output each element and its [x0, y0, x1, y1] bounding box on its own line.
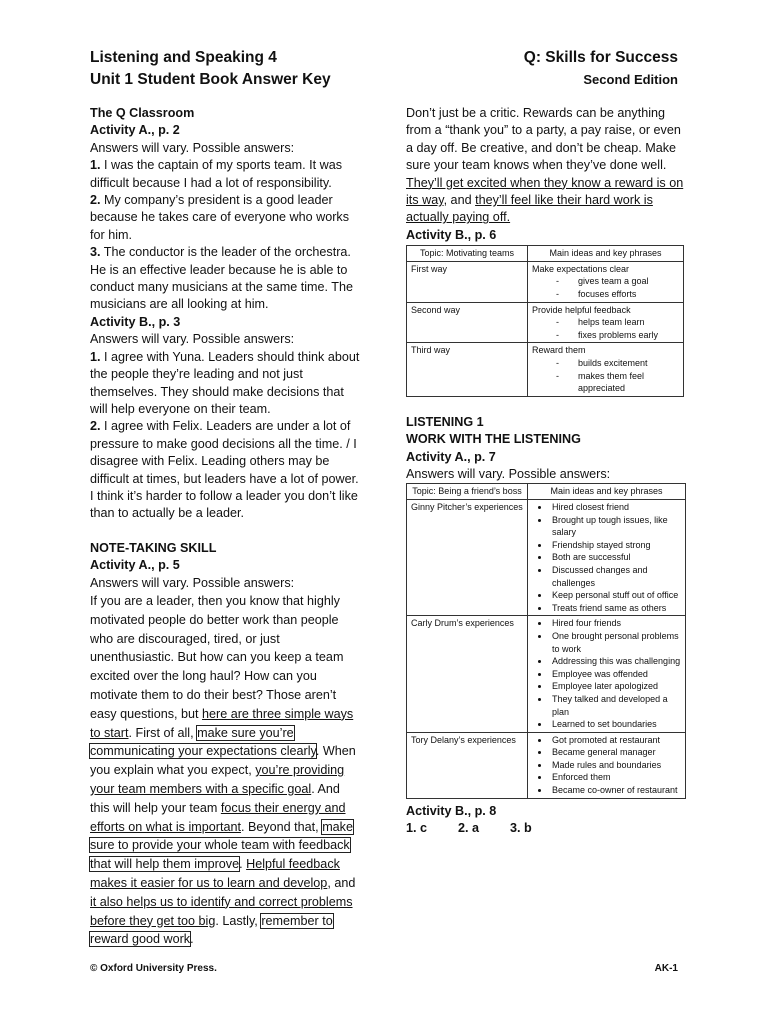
- table-row: [407, 302, 684, 343]
- activity-heading: Activity B., p. 3: [90, 314, 181, 329]
- answers-intro: Answers will vary. Possible answers:: [90, 575, 295, 590]
- key-phrase: - builds excitement: [556, 357, 679, 370]
- key-phrase: • Keep personal stuff out of office: [550, 589, 681, 602]
- key-phrase: • Friendship stayed strong: [550, 539, 681, 552]
- key-phrase: • Addressing this was challenging: [550, 655, 681, 668]
- key-phrase: - helps team learn: [556, 316, 679, 329]
- activity-heading: Activity A., p. 5: [90, 558, 180, 573]
- topic-cell: First way: [407, 261, 528, 302]
- answers-intro: Answers will vary. Possible answers:: [406, 467, 611, 481]
- boxed-phrase: make sure to provide your whole team with feedback that will help them improve: [90, 819, 353, 872]
- table-header: Topic: Motivating teams: [407, 246, 528, 262]
- edition: Second Edition: [583, 72, 678, 87]
- section-heading: The Q Classroom: [90, 106, 195, 120]
- header-right: [524, 47, 678, 91]
- section-heading: WORK WITH THE LISTENING: [406, 432, 581, 447]
- marked-passage-cont: Don’t just be a critic. Rewards can be anything from a “thank you” to a party, a pay raise, or even a day off. Be creative, and don’t be cheap. Make sure your team knows when they’ve done well. They’ll get excited when they know a reward is on its way, and they’ll feel like their hard work is actually paying off.: [406, 106, 684, 225]
- table-row: [407, 500, 686, 616]
- underlined-phrase: Helpful feedback makes it easier for us to learn and develop: [90, 857, 340, 890]
- table-header: Main ideas and key phrases: [528, 484, 686, 500]
- key-phrase: • Became general manager: [550, 746, 681, 759]
- underlined-phrase: you’re providing your team members with a specific goal: [90, 763, 345, 796]
- boxed-phrase: remember to reward good work: [90, 913, 333, 947]
- ideas-cell: [528, 343, 684, 396]
- table-row: [407, 261, 684, 302]
- topic-cell: Carly Drum’s experiences: [407, 616, 528, 732]
- left-column: [90, 105, 362, 949]
- underlined-phrase: focus their energy and efforts on what is important: [90, 800, 346, 834]
- key-phrase: - makes them feel appreciated: [556, 370, 679, 395]
- key-phrase: • Hired closest friend: [550, 501, 681, 514]
- key-phrase: • Treats friend same as others: [550, 602, 681, 615]
- key-phrase: • Made rules and boundaries: [550, 759, 681, 772]
- answer: 2. a: [458, 821, 480, 836]
- section-heading: NOTE-TAKING SKILL: [90, 540, 217, 555]
- ideas-cell: [528, 732, 686, 798]
- friends-boss-table: [406, 483, 686, 798]
- ideas-cell: [528, 261, 684, 302]
- key-phrase: • They talked and developed a plan: [550, 693, 681, 718]
- activity-heading: Activity A., p. 2: [90, 123, 180, 138]
- topic-cell: Ginny Pitcher’s experiences: [407, 500, 528, 616]
- doc-title: Unit 1 Student Book Answer Key: [90, 71, 331, 88]
- underlined-phrase: it also helps us to identify and correct problems before they get too big: [90, 894, 353, 928]
- key-phrase: • Employee later apologized: [550, 680, 681, 693]
- table-row: [407, 616, 686, 732]
- topic-cell: Third way: [407, 343, 528, 396]
- ideas-cell: [528, 616, 686, 732]
- activity-heading: Activity B., p. 6: [406, 227, 497, 242]
- series-title: Q: Skills for Success: [523, 49, 678, 66]
- boxed-phrase: make sure you’re communicating your expectations clearly: [90, 725, 316, 759]
- header-left: [90, 47, 331, 91]
- activity-heading: Activity A., p. 7: [406, 449, 496, 464]
- key-phrase: • Hired four friends: [550, 617, 681, 630]
- key-phrase: • One brought personal problems to work: [550, 630, 681, 655]
- table-row: [407, 732, 686, 798]
- key-phrase: • Got promoted at restaurant: [550, 734, 681, 747]
- answer: 3. b: [510, 821, 532, 836]
- ideas-cell: [528, 302, 684, 343]
- key-phrase: - focuses efforts: [556, 288, 679, 301]
- answer-item: 2. My company’s president is a good leader because he takes care of everyone who works for him.: [90, 193, 350, 242]
- answer-item: 3. The conductor is the leader of the orchestra. He is an effective leader because he is able to conduct many musicians at the same time. The musicians are all looking at him.: [90, 245, 353, 312]
- answer: 1. c: [406, 821, 428, 836]
- topic-cell: Second way: [407, 302, 528, 343]
- key-phrase: • Brought up tough issues, like salary: [550, 514, 681, 539]
- ideas-cell: [528, 500, 686, 616]
- underlined-phrase: here are three simple ways to start: [90, 706, 354, 740]
- main-idea: Reward them: [532, 345, 586, 356]
- table-row: [407, 343, 684, 396]
- page-number: AK-1: [654, 963, 678, 974]
- underlined-phrase: they’ll feel like their hard work is actually paying off.: [406, 193, 653, 225]
- answer-item: 1. I was the captain of my sports team. It was difficult because I had a lot of responsibility.: [90, 158, 342, 190]
- section-heading: LISTENING 1: [406, 414, 484, 429]
- key-phrase: • Employee was offended: [550, 668, 681, 681]
- key-phrase: • Discussed changes and challenges: [550, 564, 681, 589]
- copyright: © Oxford University Press.: [90, 963, 217, 974]
- key-phrase: • Learned to set boundaries: [550, 718, 681, 731]
- right-column: [406, 105, 686, 837]
- marked-passage: If you are a leader, then you know that highly motivated people do better work than people who are discouraged, tired, or just unenthusiastic. But how can you keep a team excited over the long haul? How can you motivate them to do their best? Those aren’t easy questions, but here are three simple ways to start. First of all, make sure you’re communicating your expectations clearly. When you explain what you expect, you’re providing your team members with a specific goal. And this will help your team focus their energy and efforts on what is important. Beyond that, make sure to provide your whole team with feedback that will help them improve. Helpful feedback makes it easier for us to learn and develop, and it also helps us to identify and correct problems before they get too big. Lastly, remember to reward good work.: [90, 593, 356, 947]
- answer-item: 2. I agree with Felix. Leaders are under a lot of pressure to make good decisions all the time. / I disagree with Felix. Leading others may be difficult at times, but leaders have a lot of power. I think it’s harder to follow a leader you don’t like than to actually be a leader.: [90, 419, 359, 521]
- key-phrase: - fixes problems early: [556, 329, 679, 342]
- topic-cell: Tory Delany’s experiences: [407, 732, 528, 798]
- table-header: Topic: Being a friend’s boss: [407, 484, 528, 500]
- motivating-teams-table: [406, 245, 684, 397]
- activity-heading: Activity B., p. 8: [406, 803, 497, 818]
- key-phrase: - gives team a goal: [556, 275, 679, 288]
- book-title: Listening and Speaking 4: [90, 49, 277, 66]
- answers-intro: Answers will vary. Possible answers:: [90, 332, 295, 347]
- main-idea: Make expectations clear: [532, 263, 630, 274]
- key-phrase: • Became co-owner of restaurant: [550, 784, 681, 797]
- main-idea: Provide helpful feedback: [532, 304, 631, 315]
- underlined-phrase: They’ll get excited when they know a reward is on its way: [406, 175, 684, 208]
- table-header: Main ideas and key phrases: [528, 246, 684, 262]
- answer-item: 1. I agree with Yuna. Leaders should think about the people they’re leading and not just themselves. They should make decisions that will help everyone on their team.: [90, 349, 360, 416]
- key-phrase: • Enforced them: [550, 771, 681, 784]
- key-phrase: • Both are successful: [550, 551, 681, 564]
- answers-intro: Answers will vary. Possible answers:: [90, 140, 295, 155]
- answer-row: [406, 820, 686, 837]
